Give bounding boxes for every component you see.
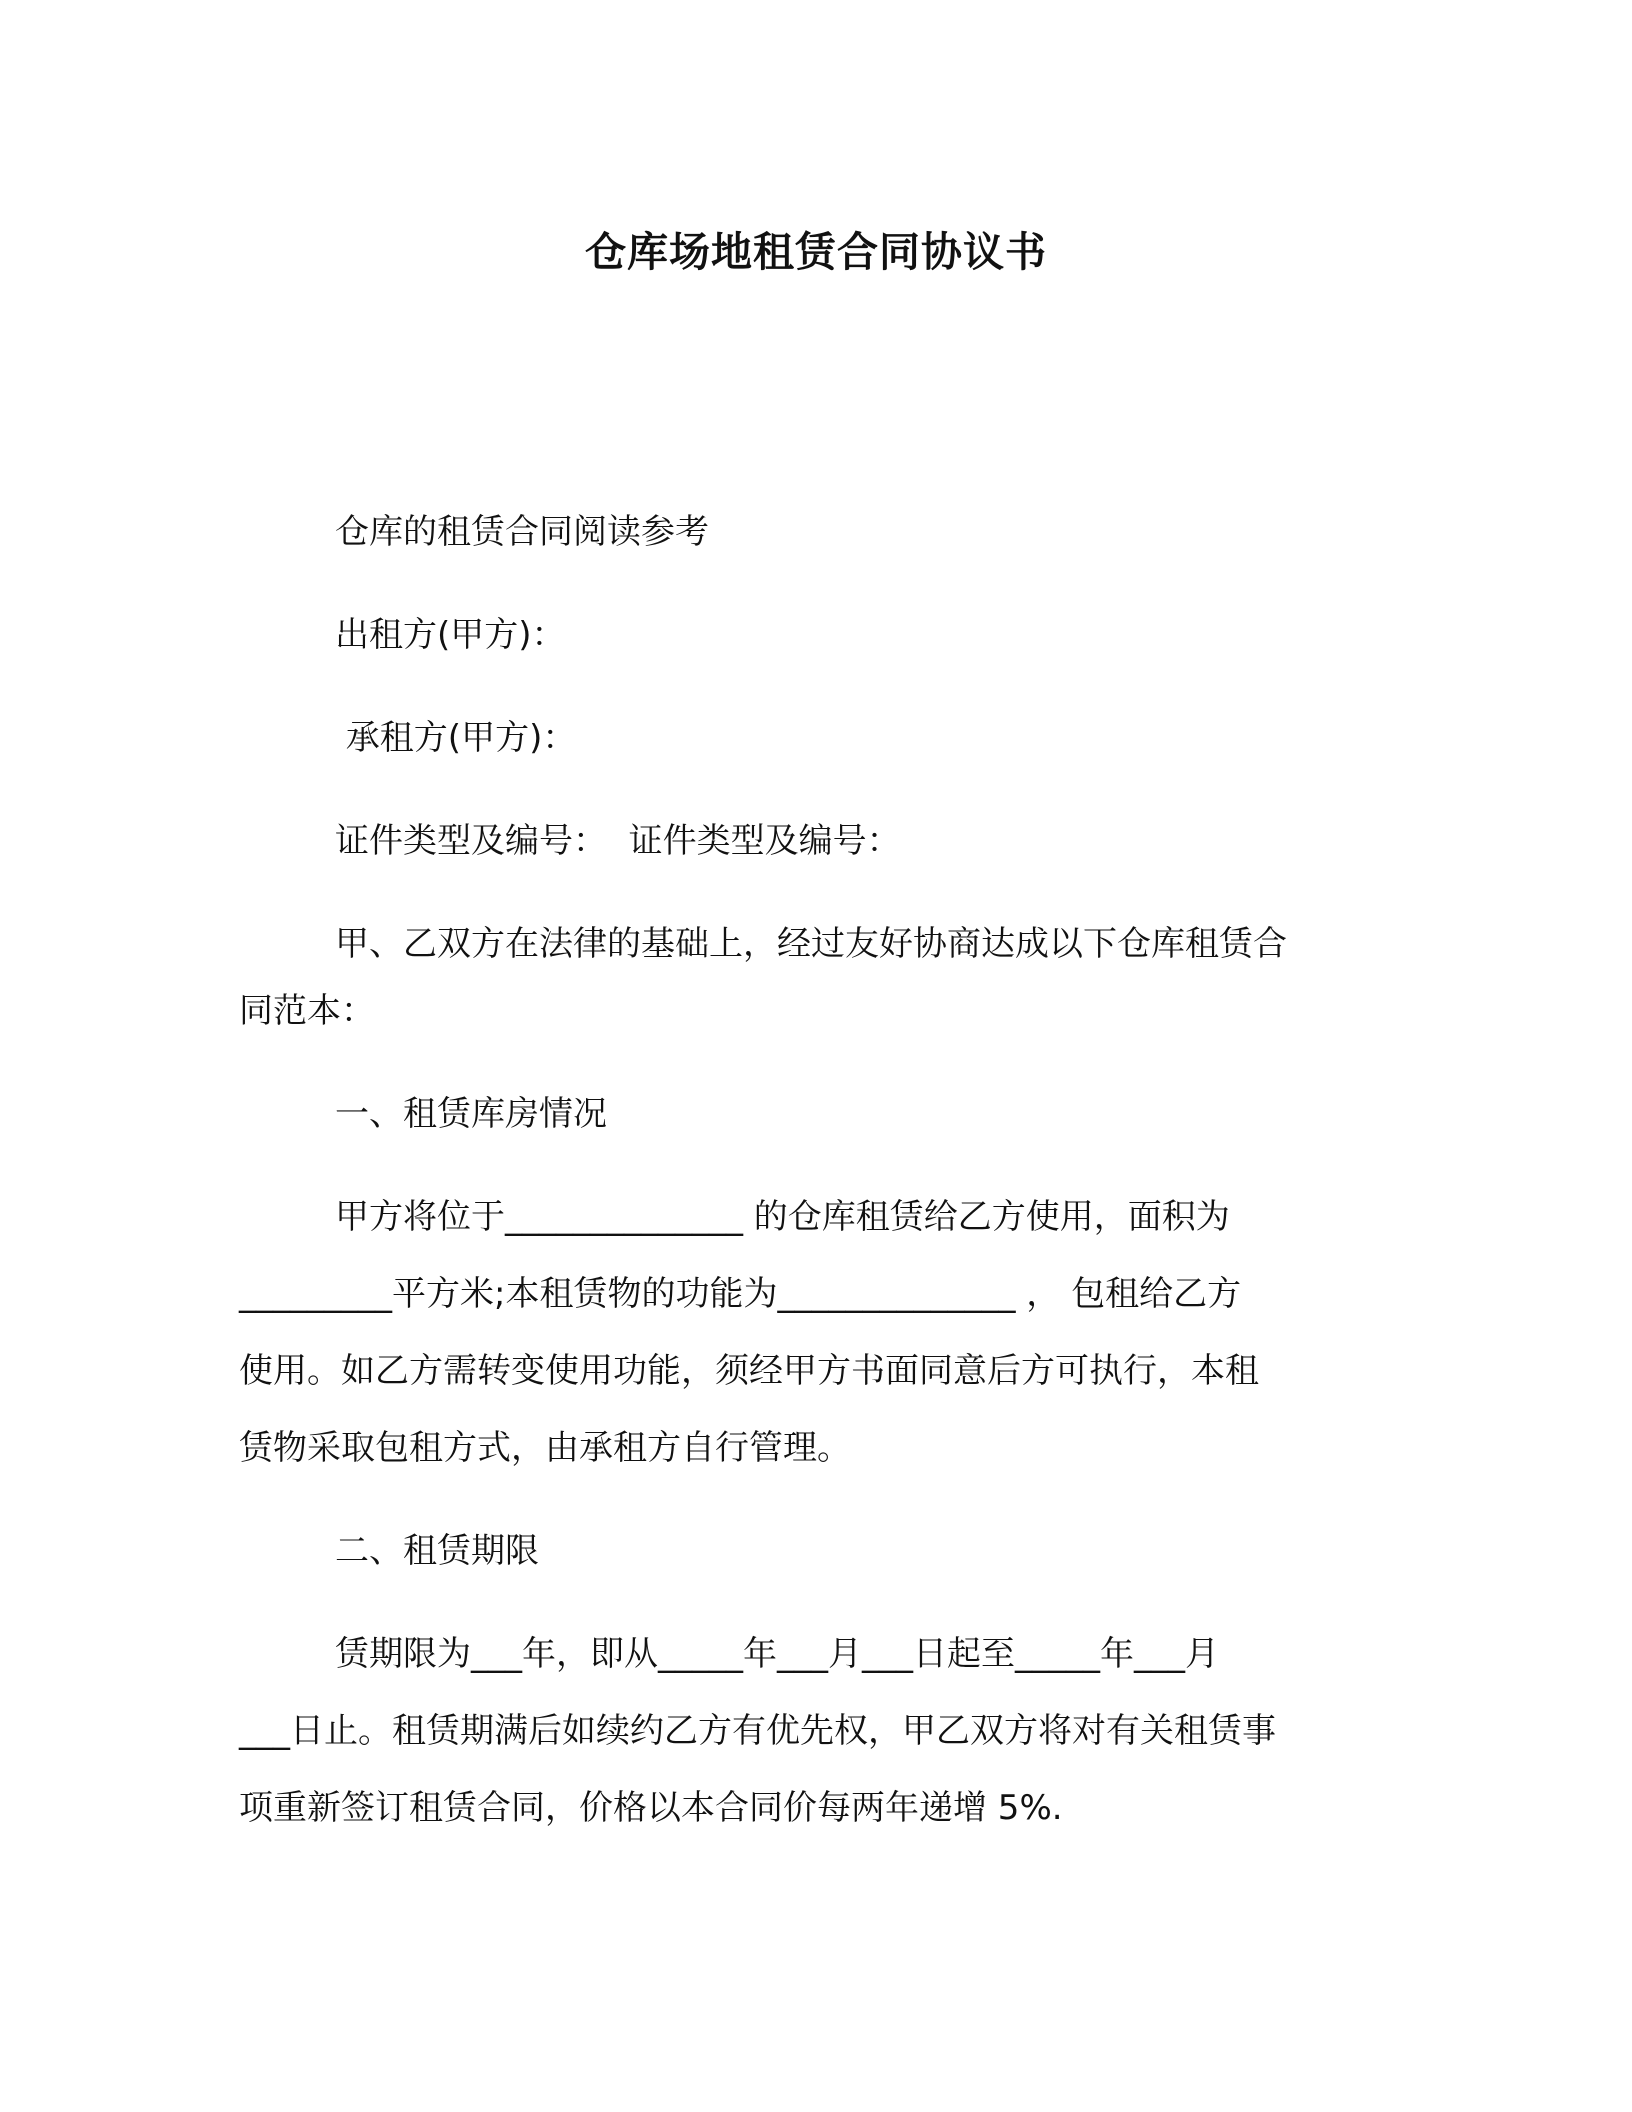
section2-line1: 赁期限为___年，即从_____年___月___日起至_____年___月 [335, 1634, 1219, 1674]
paragraph-reference: 仓库的租赁合同阅读参考 [335, 512, 709, 552]
paragraph-lessee: 承租方(甲方)： [335, 718, 577, 758]
section-heading-1: 一、租赁库房情况 [335, 1094, 607, 1134]
section1-line2: _________平方米;本租赁物的功能为______________ ， 包租给乙方 [239, 1274, 1242, 1314]
section2-line2: ___日止。租赁期满后如续约乙方有优先权，甲乙双方将对有关租赁事 [239, 1711, 1276, 1751]
paragraph-intro-line1: 甲、乙双方在法律的基础上，经过友好协商达成以下仓库租赁合 [335, 924, 1287, 964]
section1-line4: 赁物采取包租方式，由承租方自行管理。 [239, 1428, 851, 1468]
section1-line1: 甲方将位于______________ 的仓库租赁给乙方使用，面积为 [335, 1197, 1230, 1237]
paragraph-id-type: 证件类型及编号： 证件类型及编号： [335, 821, 901, 861]
document-body [239, 494, 1389, 1847]
paragraph-intro-line2: 同范本： [239, 991, 375, 1031]
section1-line3: 使用。如乙方需转变使用功能，须经甲方书面同意后方可执行，本租 [239, 1351, 1259, 1391]
paragraph-lessor: 出租方(甲方)： [335, 615, 566, 655]
section-heading-2: 二、租赁期限 [335, 1531, 539, 1571]
document-title: 仓库场地租赁合同协议书 [585, 228, 1047, 276]
section2-line3: 项重新签订租赁合同，价格以本合同价每两年递增 5%. [239, 1788, 1063, 1828]
